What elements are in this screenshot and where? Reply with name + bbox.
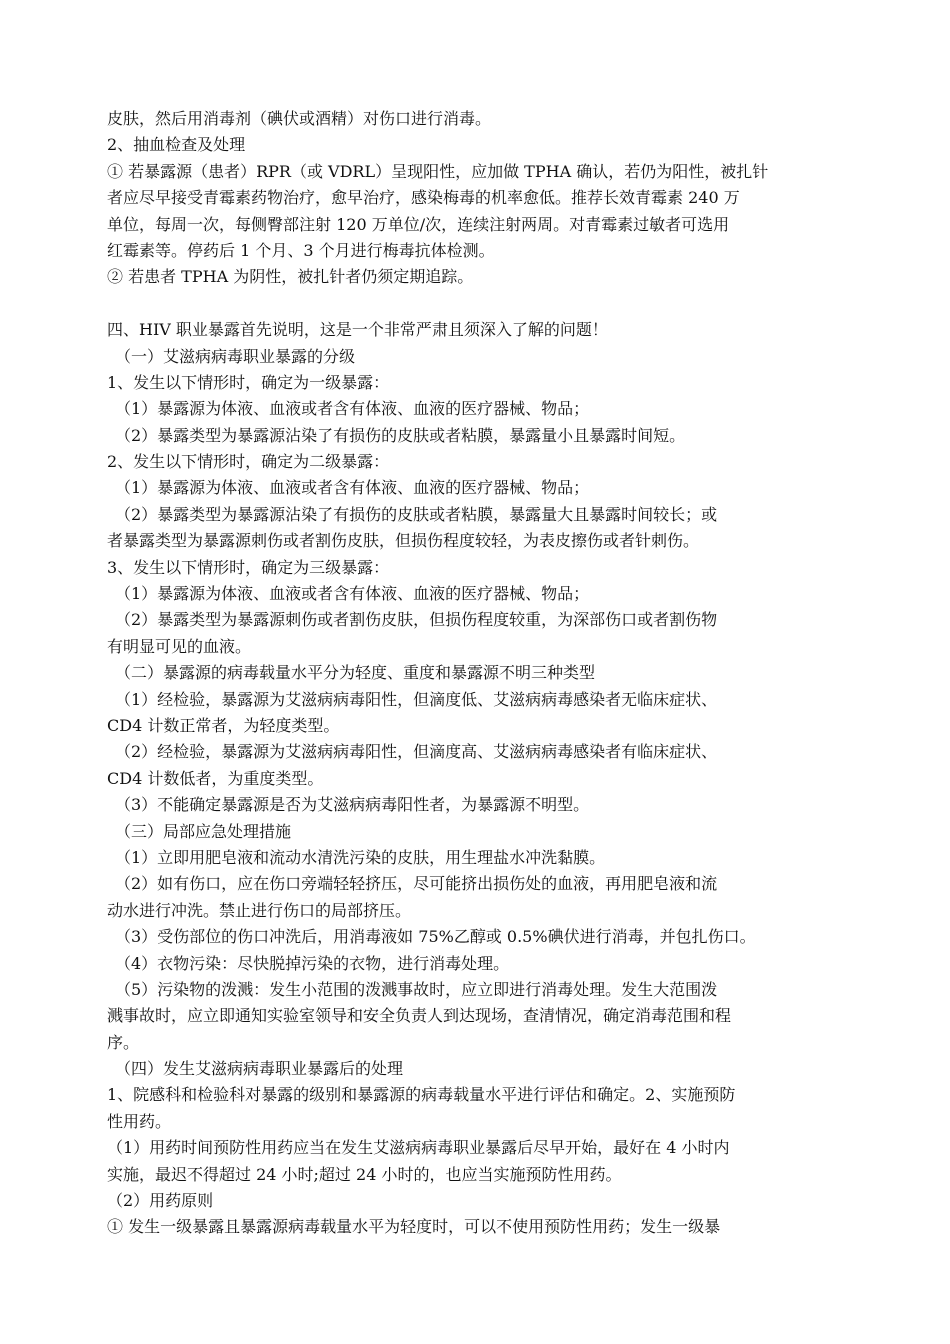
text-line: （1）暴露源为体液、血液或者含有体液、血液的医疗器械、物品； <box>107 584 590 604</box>
text-line: 动水进行冲洗。禁止进行伤口的局部挤压。 <box>107 900 412 920</box>
text-line: 皮肤，然后用消毒剂（碘伏或酒精）对伤口进行消毒。 <box>107 109 492 128</box>
text-line: （4）衣物污染：尽快脱掉污染的衣物，进行消毒处理。 <box>107 953 510 973</box>
text-line: 3、发生以下情形时，确定为三级暴露： <box>107 557 390 577</box>
text-line: 溅事故时，应立即通知实验室领导和安全负责人到达现场，查清情况，确定消毒范围和程 <box>107 1006 732 1026</box>
blank-line <box>107 291 855 317</box>
subsection-heading: （三）局部应急处理措施 <box>107 821 292 841</box>
text-line: 者暴露类型为暴露源刺伤或者割伤皮肤，但损伤程度较轻，为表皮擦伤或者针刺伤。 <box>107 531 700 551</box>
text-line: 1、院感科和检验科对暴露的级别和暴露源的病毒载量水平进行评估和确定。2、实施预防 <box>107 1085 736 1105</box>
text-line: ① 若暴露源（患者）RPR（或 VDRL）呈现阳性，应加做 TPHA 确认，若仍为阳性，被扎针 <box>107 161 769 181</box>
text-line: （2）暴露类型为暴露源刺伤或者割伤皮肤，但损伤程度较重，为深部伤口或者割伤物 <box>107 610 718 630</box>
text-line: 1、发生以下情形时，确定为一级暴露： <box>107 372 390 392</box>
text-line: （3）受伤部位的伤口冲洗后，用消毒液如 75%乙醇或 0.5%碘伏进行消毒，并包扎伤口。 <box>107 927 756 947</box>
text-line: CD4 计数正常者，为轻度类型。 <box>107 715 340 735</box>
text-line: （1）经检验，暴露源为艾滋病病毒阳性，但滴度低、艾滋病病毒感染者无临床症状、 <box>107 689 718 709</box>
text-line: （3）不能确定暴露源是否为艾滋病病毒阳性者，为暴露源不明型。 <box>107 795 590 815</box>
text-line: （5）污染物的泼溅：发生小范围的泼溅事故时，应立即进行消毒处理。发生大范围泼 <box>107 979 718 999</box>
subsection-heading: （一）艾滋病病毒职业暴露的分级 <box>107 346 356 366</box>
text-line: （1）用药时间预防性用药应当在发生艾滋病病毒职业暴露后尽早开始，最好在 4 小时内 <box>107 1138 730 1158</box>
text-line: （2）经检验，暴露源为艾滋病病毒阳性，但滴度高、艾滋病病毒感染者有临床症状、 <box>107 742 718 762</box>
section-heading: 2、抽血检查及处理 <box>107 135 246 155</box>
subsection-heading: （四）发生艾滋病病毒职业暴露后的处理 <box>107 1059 404 1079</box>
text-line: （1）暴露源为体液、血液或者含有体液、血液的医疗器械、物品； <box>107 399 590 419</box>
text-line: 性用药。 <box>107 1111 172 1131</box>
text-line: （1）立即用肥皂液和流动水清洗污染的皮肤，用生理盐水冲洗黏膜。 <box>107 847 606 867</box>
subsection-heading: （二）暴露源的病毒载量水平分为轻度、重度和暴露源不明三种类型 <box>107 663 596 683</box>
text-line: 实施，最迟不得超过 24 小时;超过 24 小时的，也应当实施预防性用药。 <box>107 1164 622 1184</box>
text-line: 序。 <box>107 1032 140 1052</box>
text-line: 者应尽早接受青霉素药物治疗，愈早治疗，感染梅毒的机率愈低。推荐长效青霉素 240 万 <box>107 188 740 208</box>
text-line: 有明显可见的血液。 <box>107 636 252 656</box>
text-line: 红霉素等。停药后 1 个月、3 个月进行梅毒抗体检测。 <box>107 240 495 260</box>
text-line: （2）暴露类型为暴露源沾染了有损伤的皮肤或者粘膜，暴露量大且暴露时间较长；或 <box>107 504 718 524</box>
text-line: CD4 计数低者，为重度类型。 <box>107 768 324 788</box>
text-line: （1）暴露源为体液、血液或者含有体液、血液的医疗器械、物品； <box>107 478 590 498</box>
text-line: （2）暴露类型为暴露源沾染了有损伤的皮肤或者粘膜，暴露量小且暴露时间短。 <box>107 425 686 445</box>
text-line: ② 若患者 TPHA 为阴性，被扎针者仍须定期追踪。 <box>107 267 474 287</box>
text-line: 单位，每周一次，每侧臀部注射 120 万单位/次，连续注射两周。对青霉素过敏者可选用 <box>107 214 730 234</box>
text-line: ① 发生一级暴露且暴露源病毒载量水平为轻度时，可以不使用预防性用药；发生一级暴 <box>107 1217 721 1237</box>
document-body <box>107 106 855 1241</box>
text-line: 2、发生以下情形时，确定为二级暴露： <box>107 452 390 472</box>
text-line: （2）如有伤口，应在伤口旁端轻轻挤压，尽可能挤出损伤处的血液，再用肥皂液和流 <box>107 874 718 894</box>
section-heading: 四、HIV 职业暴露首先说明，这是一个非常严肃且须深入了解的问题！ <box>107 320 608 340</box>
text-line: （2）用药原则 <box>107 1191 214 1211</box>
